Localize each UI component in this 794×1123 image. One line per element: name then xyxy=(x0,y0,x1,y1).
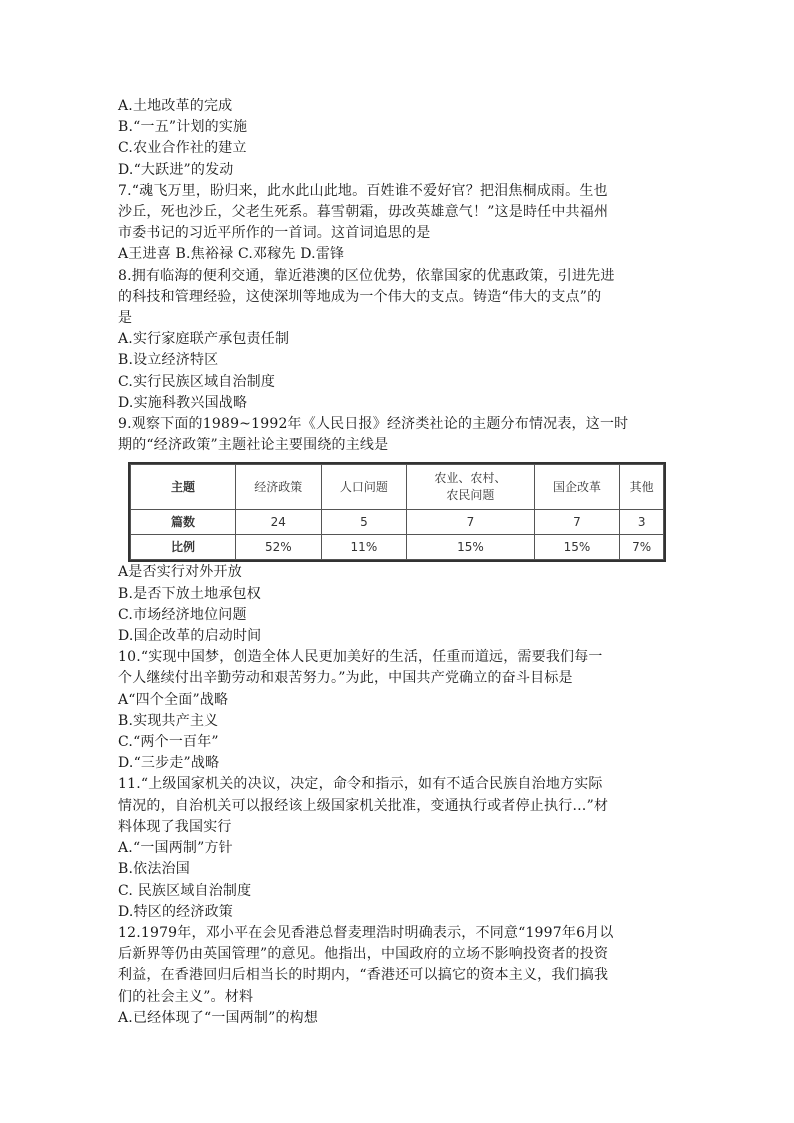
topic-distribution-table xyxy=(128,462,666,562)
option-d: D.国企改革的启动时间 xyxy=(118,628,262,645)
question-stem-line: 7.“魂飞万里，盼归来，此水此山此地。百姓谁不爱好官？把泪焦桐成雨。生也 xyxy=(118,182,608,199)
question-stem-line: 情况的，自治机关可以报经该上级国家机关批准，变通执行或者停止执行…”材 xyxy=(118,797,609,814)
table-row xyxy=(131,535,664,560)
question-stem-line: 后新界等仍由英国管理”的意见。他指出，中国政府的立场不影响投资者的投资 xyxy=(118,946,609,963)
question-stem-line: 料体现了我国实行 xyxy=(118,818,232,835)
table-cell: 7% xyxy=(620,535,664,560)
question-8 xyxy=(118,266,683,414)
option-a: A.已经体现了“一国两制”的构想 xyxy=(118,1009,319,1026)
question-stem-line: 沙丘，死也沙丘，父老生死系。暮雪朝霜，毋改英雄意气！”这是時任中共福州 xyxy=(118,204,609,221)
option-d: D.特区的经济政策 xyxy=(118,903,233,920)
question-stem-line: 11.“上级国家机关的决议，决定，命令和指示，如有不适合民族自治地方实际 xyxy=(118,776,603,793)
question-stem-line: 是 xyxy=(118,310,133,327)
question-stem-line: 期的“经济政策”主题社论主要围绕的主线是 xyxy=(118,437,389,454)
question-stem-line: 12.1979年，邓小平在会见香港总督麦理浩时明确表示，不同意“1997年6月以 xyxy=(118,924,614,941)
table-header-cell: 主题 xyxy=(131,465,236,510)
table-cell: 5 xyxy=(321,510,407,535)
table-cell: 3 xyxy=(620,510,664,535)
table-cell: 7 xyxy=(407,510,535,535)
table-cell: 11% xyxy=(321,535,407,560)
option-b: B.依法治国 xyxy=(118,861,190,878)
table-row xyxy=(131,510,664,535)
option-c: C. 民族区域自治制度 xyxy=(118,882,252,899)
table-cell: 15% xyxy=(407,535,535,560)
question-stem-line: 8.拥有临海的便利交通，靠近港澳的区位优势，依靠国家的优惠政策，引进先进 xyxy=(118,267,615,284)
option-d: D.“大跃进”的发动 xyxy=(118,161,234,178)
table-header-cell: 经济政策 xyxy=(236,465,322,510)
option-c: C.实行民族区域自治制度 xyxy=(118,373,276,390)
table-cell: 7 xyxy=(534,510,620,535)
question-10 xyxy=(118,647,683,774)
exam-page xyxy=(118,96,683,1029)
table-header-cell: 农业、农村、 农民问题 xyxy=(407,465,535,510)
option-a: A.土地改革的完成 xyxy=(118,98,233,114)
table-cell: 24 xyxy=(236,510,322,535)
table-header-cell: 人口问题 xyxy=(321,465,407,510)
question-stem-line: 利益，在香港回归后相当长的时期内，“香港还可以搞它的资本主义，我们搞我 xyxy=(118,967,609,984)
table-cell: 比例 xyxy=(131,535,236,560)
table-cell: 篇数 xyxy=(131,510,236,535)
options-line: A王进喜 B.焦裕禄 C.邓稼先 D.雷锋 xyxy=(118,246,345,263)
option-a: A.“一国两制”方针 xyxy=(118,840,233,857)
question-11 xyxy=(118,774,683,922)
option-d: D.“三步走”战略 xyxy=(118,755,220,772)
table-header-row xyxy=(131,465,664,510)
option-b: B.“一五”计划的实施 xyxy=(118,119,248,136)
option-b: B.设立经济特区 xyxy=(118,352,219,369)
option-a: A是否实行对外开放 xyxy=(118,564,242,581)
question-6-options xyxy=(118,96,683,181)
table-header-cell: 其他 xyxy=(620,465,664,510)
question-stem-line: 市委书记的习近平所作的一首词。这首词追思的是 xyxy=(118,225,431,242)
option-c: C.农业合作社的建立 xyxy=(118,140,247,157)
question-stem-line: 个人继续付出辛勤劳动和艰苦努力。”为此，中国共产党确立的奋斗目标是 xyxy=(118,670,573,687)
option-c: C.市场经济地位问题 xyxy=(118,606,247,623)
option-b: B.是否下放土地承包权 xyxy=(118,585,261,602)
table-cell: 52% xyxy=(236,535,322,560)
question-stem-line: 10.“实现中国梦，创造全体人民更加美好的生活，任重而道远，需要我们每一 xyxy=(118,649,603,666)
option-c: C.“两个一百年” xyxy=(118,734,219,751)
option-b: B.实现共产主义 xyxy=(118,712,219,729)
option-a: A“四个全面”战略 xyxy=(118,691,229,708)
option-a: A.实行家庭联产承包责任制 xyxy=(118,331,290,348)
question-7 xyxy=(118,181,683,266)
question-stem-line: 们的社会主义”。材料 xyxy=(118,988,254,1005)
option-d: D.实施科教兴国战略 xyxy=(118,394,248,411)
question-stem-line: 9.观察下面的1989~1992年《人民日报》经济类社论的主题分布情况表，这一时 xyxy=(118,416,629,433)
table-header-cell: 国企改革 xyxy=(534,465,620,510)
table-cell: 15% xyxy=(534,535,620,560)
question-stem-line: 的科技和管理经验，这使深圳等地成为一个伟大的支点。铸造“伟大的支点”的 xyxy=(118,288,602,305)
question-9 xyxy=(118,414,683,647)
question-12 xyxy=(118,923,683,1029)
